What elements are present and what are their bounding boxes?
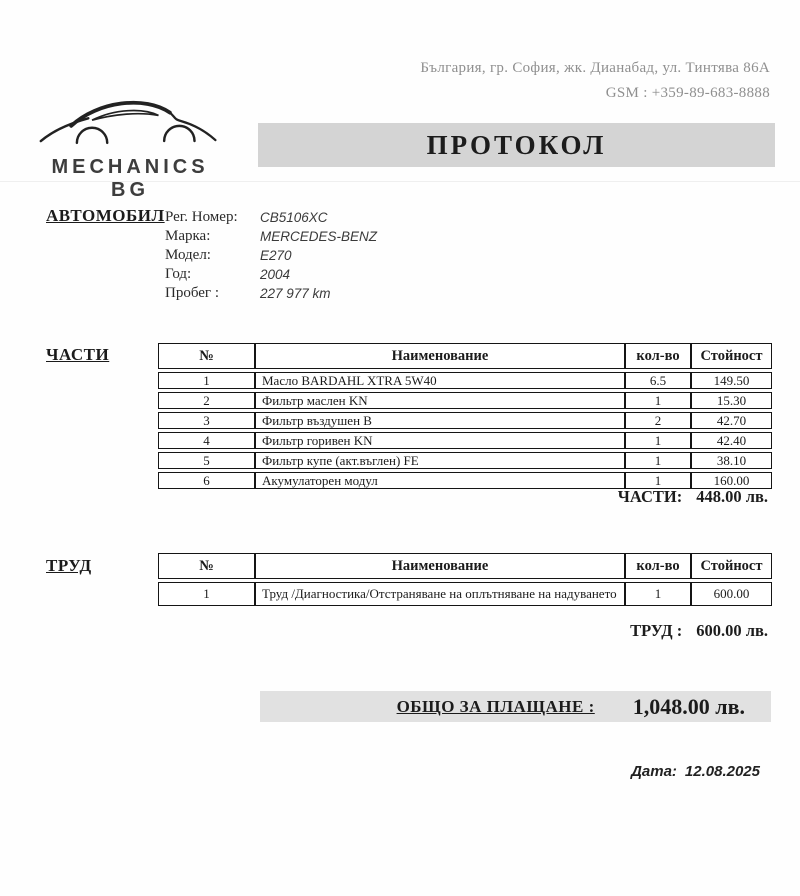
logo-text: MECHANICS BG xyxy=(51,156,209,201)
table-cell: Фильтр горивен KN xyxy=(255,432,625,449)
table-cell: 1 xyxy=(625,472,691,489)
date-label: Дата: xyxy=(631,763,677,780)
table-cell: 1 xyxy=(625,392,691,409)
table-cell: 6 xyxy=(158,472,255,489)
table-row xyxy=(158,392,772,409)
grand-total-value: 1,048.00 лв. xyxy=(632,693,745,719)
labor-total xyxy=(630,621,768,641)
field-value: 227 977 km xyxy=(260,286,331,301)
field-label: Марка: xyxy=(165,228,211,244)
table-cell: 1 xyxy=(625,452,691,469)
table-cell: 2 xyxy=(625,412,691,429)
labor-total-value: 600.00 лв. xyxy=(696,621,768,640)
header-address: България, гр. София, жк. Дианабад, ул. Тинтява 86А xyxy=(420,60,770,76)
field-value: MERCEDES-BENZ xyxy=(260,229,378,244)
page-title: ПРОТОКОЛ xyxy=(426,129,607,160)
table-cell: Фильтр маслен KN xyxy=(255,392,625,409)
table-cell: 15.30 xyxy=(691,392,772,409)
table-cell: Акумулаторен модул xyxy=(255,472,625,489)
column-header: кол-во xyxy=(625,553,691,579)
title-bar xyxy=(258,123,775,167)
header-contact xyxy=(420,56,770,106)
vehicle-field-reg xyxy=(165,208,377,227)
document-date xyxy=(631,763,760,780)
vehicle-section-label: АВТОМОБИЛ xyxy=(46,206,165,225)
column-header: Стойност xyxy=(691,553,772,579)
table-cell: 1 xyxy=(625,432,691,449)
field-label: Пробег : xyxy=(165,285,219,301)
table-cell: 1 xyxy=(158,372,255,389)
parts-section-label: ЧАСТИ xyxy=(46,345,110,364)
labor-table-header-row xyxy=(158,553,772,579)
car-silhouette-icon xyxy=(35,86,225,160)
labor-total-label: ТРУД : xyxy=(630,621,683,640)
grand-total-label: ОБЩО ЗА ПЛАЩАНЕ : xyxy=(396,696,595,716)
column-header: № xyxy=(158,343,255,369)
vehicle-field-year xyxy=(165,265,377,284)
field-value: CB5106XC xyxy=(260,210,328,225)
table-cell: 2 xyxy=(158,392,255,409)
parts-table xyxy=(158,340,772,492)
field-label: Модел: xyxy=(165,247,211,263)
table-cell: 160.00 xyxy=(691,472,772,489)
column-header: кол-во xyxy=(625,343,691,369)
labor-table xyxy=(158,550,772,609)
table-cell: 42.40 xyxy=(691,432,772,449)
parts-table-header-row xyxy=(158,343,772,369)
table-cell: 42.70 xyxy=(691,412,772,429)
field-label: Рег. Номер: xyxy=(165,209,238,225)
table-cell: Фильтр купе (акт.въглен) FE xyxy=(255,452,625,469)
table-cell: 600.00 xyxy=(691,582,772,606)
table-cell: 6.5 xyxy=(625,372,691,389)
field-value: E270 xyxy=(260,248,292,263)
table-row xyxy=(158,452,772,469)
vehicle-info xyxy=(165,208,377,303)
table-cell: 4 xyxy=(158,432,255,449)
table-cell: 5 xyxy=(158,452,255,469)
vehicle-field-mileage xyxy=(165,284,377,303)
field-value: 2004 xyxy=(260,267,291,282)
table-cell: 3 xyxy=(158,412,255,429)
field-label: Год: xyxy=(165,266,192,282)
table-row xyxy=(158,432,772,449)
column-header: Наименование xyxy=(255,553,625,579)
date-value: 12.08.2025 xyxy=(684,763,760,780)
table-row xyxy=(158,412,772,429)
column-header: Наименование xyxy=(255,343,625,369)
table-cell: Труд /Диагностика/Отстраняване на оплътняване на надуването xyxy=(255,582,625,606)
column-header: № xyxy=(158,553,255,579)
table-cell: 149.50 xyxy=(691,372,772,389)
table-cell: 1 xyxy=(625,582,691,606)
column-header: Стойност xyxy=(691,343,772,369)
header-gsm: GSM : +359-89-683-8888 xyxy=(605,85,770,101)
table-row xyxy=(158,372,772,389)
company-logo xyxy=(30,86,230,202)
table-cell: 38.10 xyxy=(691,452,772,469)
table-cell: Фильтр въздушен B xyxy=(255,412,625,429)
table-cell: Масло BARDAHL XTRA 5W40 xyxy=(255,372,625,389)
table-cell: 1 xyxy=(158,582,255,606)
parts-total-value: 448.00 лв. xyxy=(696,487,768,506)
vehicle-field-model xyxy=(165,246,377,265)
parts-total xyxy=(618,487,768,507)
parts-total-label: ЧАСТИ: xyxy=(617,487,683,506)
table-row xyxy=(158,582,772,606)
labor-section-label: ТРУД xyxy=(46,556,92,575)
vehicle-field-make xyxy=(165,227,377,246)
grand-total-bar xyxy=(260,691,771,722)
